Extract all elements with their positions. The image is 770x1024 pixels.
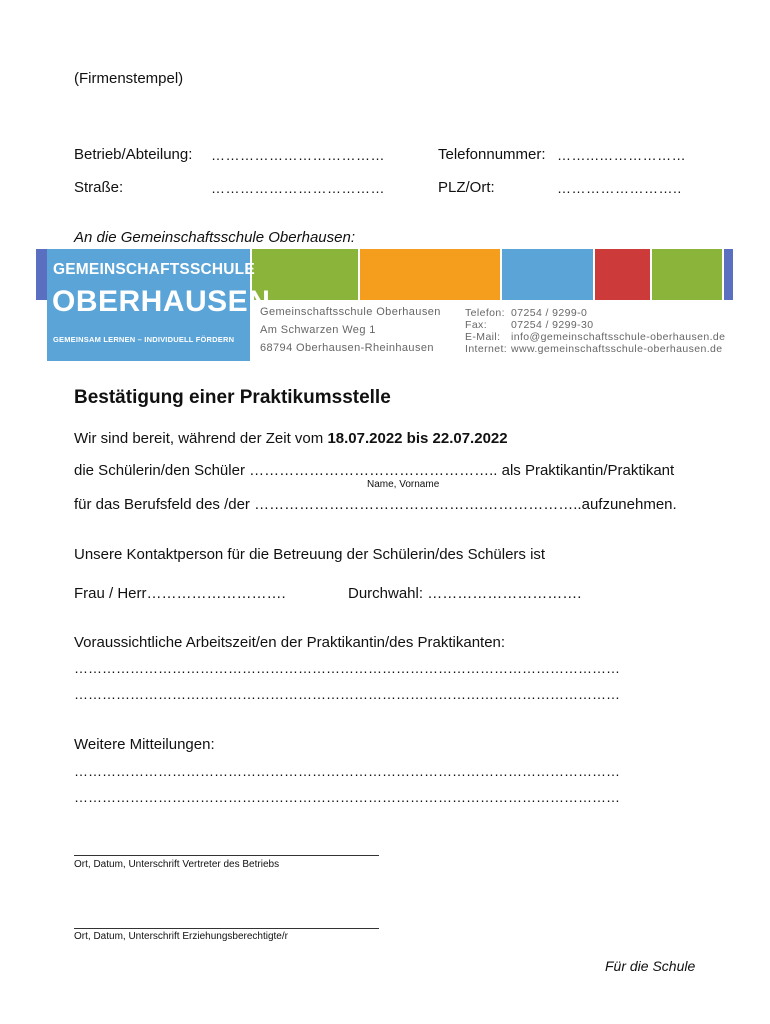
contact-person-sentence: Unsere Kontaktperson für die Betreuung der Schülerin/des Schülers ist [74,546,546,563]
period-line [74,430,508,447]
logo-slogan: GEMEINSAM LERNEN – INDIVIDUELL FÖRDERN [53,335,235,344]
signature-line-company[interactable] [74,855,379,856]
school-address-city: 68794 Oberhausen-Rheinhausen [260,342,434,354]
betrieb-label: Betrieb/Abteilung: [74,146,193,163]
contact-phone: 07254 / 9299-0 [511,307,588,319]
footer-school-note: Für die Schule [605,958,696,974]
contact-label-phone: Telefon: [465,307,505,319]
school-logo [47,249,271,361]
banner-strip-right [724,249,733,300]
telefon-field[interactable]: ……...……………… [557,147,687,163]
signature-line-guardian[interactable] [74,928,379,929]
contact-label-fax: Fax: [465,319,488,331]
contact-web[interactable]: www.gemeinschaftsschule-oberhausen.de [511,343,723,355]
strasse-field[interactable]: ……………………………… [211,180,385,196]
strasse-label: Straße: [74,179,124,196]
document-title: Bestätigung einer Praktikumsstelle [74,387,391,408]
plz-ort-label: PLZ/Ort: [438,179,495,196]
plz-ort-field[interactable]: …………………….. [557,180,682,196]
company-stamp-note: (Firmenstempel) [74,70,184,87]
student-line[interactable]: die Schülerin/den Schüler ………………………………………….. als Praktikantin/Praktikant [74,462,675,479]
mitteilungen-label: Weitere Mitteilungen: [74,736,215,753]
signature-caption-company: Ort, Datum, Unterschrift Vertreter des Betriebs [74,859,280,870]
telefon-label: Telefonnummer: [438,146,546,163]
contact-label-email: E-Mail: [465,331,501,343]
mitteilungen-line-2[interactable]: ……………………………………………………………………………………………………… [74,789,620,805]
addressee: An die Gemeinschaftsschule Oberhausen: [74,229,355,246]
contact-email[interactable]: info@gemeinschaftsschule-oberhausen.de [511,331,726,343]
contact-fax: 07254 / 9299-30 [511,319,594,331]
arbeitszeit-label: Voraussichtliche Arbeitszeit/en der Praktikantin/des Praktikanten: [74,634,506,651]
school-address-street: Am Schwarzen Weg 1 [260,324,376,336]
banner-strip-red [595,249,650,300]
period-dates: 18.07.2022 bis 22.07.2022 [327,430,508,447]
banner-strip-blue [502,249,593,300]
contact-label-web: Internet: [465,343,508,355]
arbeitszeit-line-1[interactable]: ……………………………………………………………………………………………………… [74,660,620,676]
arbeitszeit-line-2[interactable]: ……………………………………………………………………………………………………… [74,686,620,702]
durchwahl-field[interactable]: Durchwahl: …………………………. [348,585,582,602]
logo-line1: GEMEINSCHAFTSSCHULE [53,261,255,278]
mitteilungen-line-1[interactable]: ……………………………………………………………………………………………………… [74,763,620,779]
banner-strip-left [36,249,47,300]
period-text: Wir sind bereit, während der Zeit vom [74,430,328,447]
logo-line2: OBERHAUSEN [52,285,271,318]
betrieb-field[interactable]: ……………………………… [211,147,385,163]
school-address-name: Gemeinschaftsschule Oberhausen [260,306,441,318]
name-caption: Name, Vorname [367,479,440,490]
banner-strip-green-2 [652,249,722,300]
berufsfeld-line[interactable]: für das Berufsfeld des /der ……………………………………….………………..aufzunehmen. [74,496,677,513]
signature-caption-guardian: Ort, Datum, Unterschrift Erziehungsberechtigte/r [74,931,288,942]
frau-herr-field[interactable]: Frau / Herr………………………. [74,585,286,602]
banner-strip-orange [360,249,500,300]
